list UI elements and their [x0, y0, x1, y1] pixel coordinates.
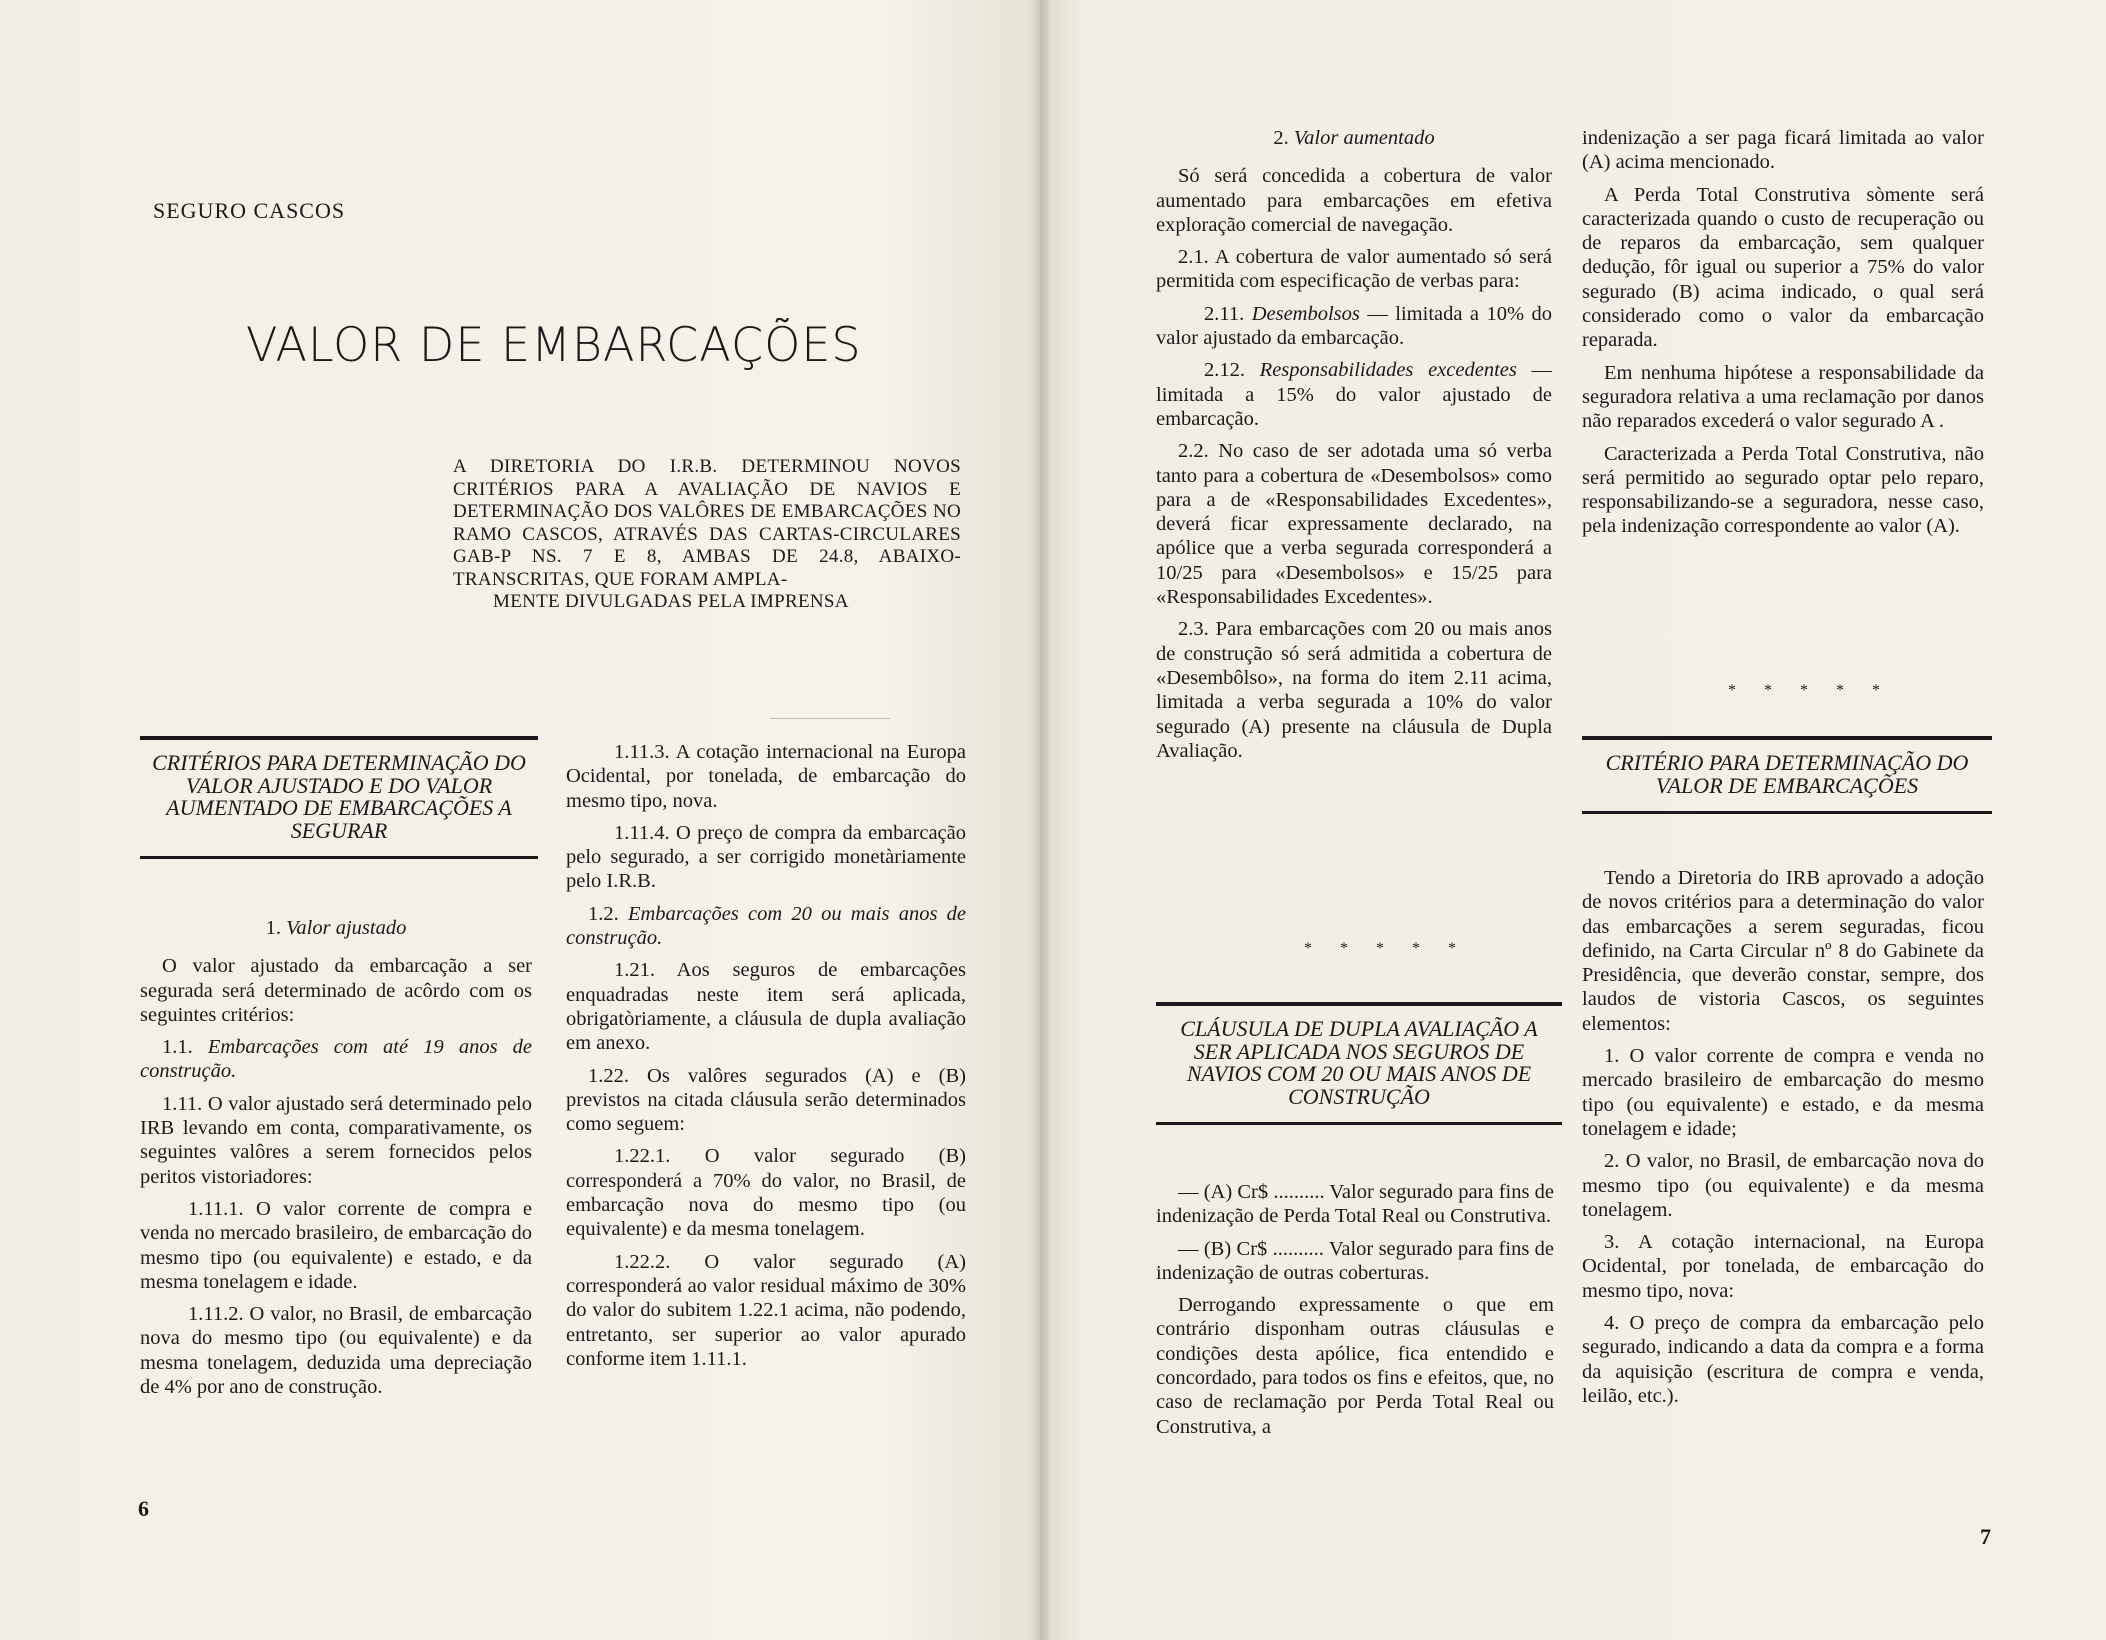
paragraph: [1156, 358, 1552, 431]
paragraph: O valor ajustado da embarcação a ser segurada será determinado de acôrdo com os seguintes critérios:: [140, 955, 532, 1026]
column-2: [566, 740, 966, 1379]
paragraph: 1.11.3. A cotação internacional na Europa Ocidental, por tonelada, de embarcação do mesmo tipo, nova.: [566, 741, 966, 812]
paragraph: 4. O preço de compra da embarcação pelo segurado, indicando a data da compra e a forma da aquisição (escritura de compra e venda, leilão, etc.).: [1582, 1312, 1984, 1407]
paragraph: 1.22.1. O valor segurado (B) corresponderá a 70% do valor, no Brasil, de embarcação nova do mesmo tipo (ou equivalente) e da mesma tonelagem.: [566, 1145, 966, 1241]
item-italic: Desembolsos: [1251, 302, 1360, 325]
paragraph: 2. O valor, no Brasil, de embarcação nova do mesmo tipo (ou equivalente) e da mesma tonelagem.: [1582, 1150, 1984, 1221]
heading-valor-aumentado: [1156, 126, 1552, 150]
heading-text: Valor aumentado: [1293, 127, 1435, 149]
paragraph: 1.11.1. O valor corrente de compra e venda no mercado brasileiro, de embarcação do mesmo tipo (ou equivalente) e estado, e da mesma tonelagem e idade.: [140, 1197, 532, 1293]
section-label: SEGURO CASCOS: [153, 198, 346, 223]
stars-separator: * * * * *: [1304, 940, 1468, 957]
box-heading-criterio: CRITÉRIO PARA DETERMINAÇÃO DO VALOR DE EMBARCAÇÕES: [1582, 736, 1992, 814]
column-4: [1582, 126, 1984, 547]
item-italic: Responsabilidades excedentes: [1259, 359, 1517, 382]
paragraph: 2.1. A cobertura de valor aumentado só será permitida com especificação de verbas para:: [1156, 246, 1552, 293]
heading-number: 2.: [1273, 127, 1289, 149]
item-number: 1.2.: [588, 902, 619, 925]
column-4-criteria: [1582, 866, 1984, 1416]
item-number: 2.12.: [1204, 359, 1245, 382]
paragraph: Tendo a Diretoria do IRB aprovado a adoção de novos critérios para a determinação do valor das embarcações a serem seguradas, ficou definido, na Carta Circular nº 8 do Gabinete da Presidência, que deverão constar, sempre, dos laudos de vistoria Cascos, os seguintes elementos:: [1582, 867, 1984, 1035]
paragraph: 2.2. No caso de ser adotada uma só verba tanto para a cobertura de «Desembolsos» como para a de «Responsabilidades Excedentes», deverá ficar expressamente declarado, na apólice que a verba segurada corresponderá a 10/25 para «Desembolsos» e 15/25 para «Responsabilidades Excedentes».: [1156, 440, 1552, 609]
item-text: Embarcações com 20 ou mais anos de construção.: [566, 902, 967, 950]
box-heading-clausula: CLÁUSULA DE DUPLA AVALIAÇÃO A SER APLICADA NOS SEGUROS DE NAVIOS COM 20 OU MAIS ANOS DE CONSTRUÇÃO: [1156, 1002, 1562, 1125]
intro-last-line: MENTE DIVULGADAS PELA IMPRENSA: [493, 591, 849, 612]
page-number-left: 6: [138, 1496, 149, 1521]
paragraph: 1.22. Os valôres segurados (A) e (B) previstos na citada cláusula serão determinados como seguem:: [566, 1064, 966, 1136]
paragraph: 2.3. Para embarcações com 20 ou mais anos de construção só será admitida a cobertura de «Desembôlso», na forma do item 2.11 acima, limitada a verba segurada a 10% do valor segurado (A) presente na cláusula de Dupla Avaliação.: [1156, 618, 1552, 762]
heading-text: Valor ajustado: [286, 917, 407, 939]
paragraph: 1.21. Aos seguros de embarcações enquadradas neste item será aplicada, obrigatòriamente, a cláusula de dupla avaliação em anexo.: [566, 959, 966, 1055]
paragraph: 1.11. O valor ajustado será determinado pelo IRB levando em conta, comparativamente, os seguintes valôres a serem fornecidos pelos peritos vistoriadores:: [140, 1092, 532, 1188]
paragraph: Derrogando expressamente o que em contrário disponham outras cláusulas e condições desta apólice, fica entendido e concordado, para todos os fins e efeitos, que, no caso de reclamação por Perda Total Real ou Construtiva, a: [1156, 1294, 1554, 1438]
column-1: [140, 916, 532, 1407]
box-heading-criterios: CRITÉRIOS PARA DETERMINAÇÃO DO VALOR AJUSTADO E DO VALOR AUMENTADO DE EMBARCAÇÕES A SEGURAR: [140, 736, 538, 859]
item-text: — limitada a 15% do valor ajustado de embarcação.: [1156, 359, 1553, 430]
book-gutter: [1030, 0, 1052, 1640]
page-number-right: 7: [1980, 1524, 1991, 1549]
paragraph: 3. A cotação internacional, na Europa Ocidental, por tonelada, de embarcação do mesmo tipo, nova:: [1582, 1231, 1984, 1302]
intro-text: [453, 456, 961, 614]
paragraph: Em nenhuma hipótese a responsabilidade da seguradora relativa a uma reclamação por danos não reparados excederá o valor segurado A .: [1582, 361, 1984, 433]
paragraph: 1. O valor corrente de compra e venda no mercado brasileiro de embarcação do mesmo tipo (ou equivalente) e estado, e da mesma tonelagem e idade;: [1582, 1045, 1984, 1140]
item-text: — limitada a 10% do valor ajustado da embarcação.: [1156, 302, 1552, 350]
paragraph: — (B) Cr$ .......... Valor segurado para fins de indenização de outras coberturas.: [1156, 1237, 1554, 1284]
paragraph: 1.11.2. O valor, no Brasil, de embarcação nova do mesmo tipo (ou equivalente) e da mesma tonelagem, deduzida uma depreciação de 4% por ano de construção.: [140, 1303, 532, 1399]
item-number: 2.11.: [1204, 302, 1245, 325]
paragraph: 1.22.2. O valor segurado (A) corresponderá ao valor residual máximo de 30% do valor do subitem 1.22.1 acima, não podendo, entretanto, ser superior ao valor apurado conforme item 1.11.1.: [566, 1250, 966, 1370]
paragraph: Só será concedida a cobertura de valor aumentado para embarcações em efetiva exploração comercial de navegação.: [1156, 165, 1552, 236]
column-3: [1156, 126, 1552, 771]
column-3-clause: [1156, 1180, 1554, 1447]
paragraph: 1.11.4. O preço de compra da embarcação pelo segurado, a ser corrigido monetàriamente pelo I.R.B.: [566, 821, 966, 893]
paragraph: indenização a ser paga ficará limitada ao valor (A) acima mencionado.: [1582, 127, 1984, 174]
paragraph: Caracterizada a Perda Total Construtiva, não será permitido ao segurado optar pelo reparo, responsabilizando-se a seguradora, nesse caso, pela indenização correspondente ao valor (A).: [1582, 442, 1984, 538]
paragraph: [140, 1035, 532, 1084]
paragraph: A Perda Total Construtiva sòmente será caracterizada quando o custo de recuperação ou de reparos da embarcação, sem qualquer dedução, fôr igual ou superior a 75% do valor segurado (B) acima indicado, o qual será considerado como o valor da embarcação reparada.: [1582, 183, 1984, 352]
heading-valor-ajustado: [140, 916, 532, 940]
faint-rule: [770, 718, 890, 719]
paragraph: [566, 902, 966, 951]
item-number: 1.1.: [162, 1036, 193, 1059]
paragraph: [1156, 302, 1552, 351]
item-text: Embarcações com até 19 anos de construção.: [140, 1036, 532, 1083]
page-title: VALOR DE EMBARCAÇÕES: [246, 318, 862, 373]
heading-number: 1.: [265, 917, 282, 939]
intro-body: A DIRETORIA DO I.R.B. DETERMINOU NOVOS CRITÉRIOS PARA A AVALIAÇÃO DE NAVIOS E DETERMINAÇÃO DOS VALÔRES DE EMBARCAÇÕES NO RAMO CASCOS, ATRAVÉS DAS CARTAS-CIRCULARES GAB-P NS. 7 E 8, AMBAS DE 24.8, ABAIXO-TRANSCRITAS, QUE FORAM AMPLA-: [453, 456, 961, 590]
paragraph: — (A) Cr$ .......... Valor segurado para fins de indenização de Perda Total Real ou Construtiva.: [1156, 1181, 1554, 1228]
stars-separator: * * * * *: [1728, 682, 1892, 699]
